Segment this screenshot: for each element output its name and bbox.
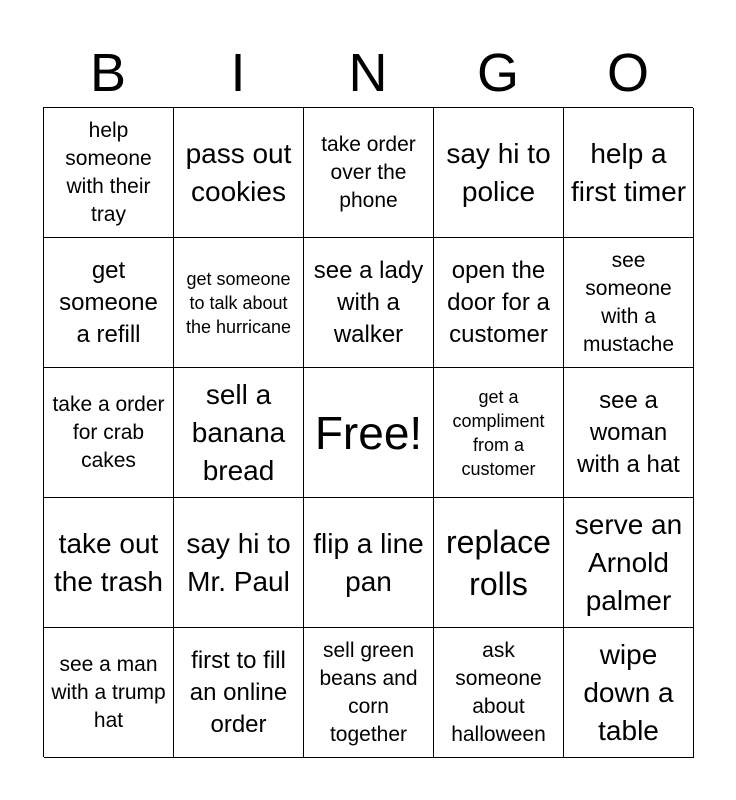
bingo-cell-text: take out the trash <box>54 527 163 597</box>
bingo-cell[interactable] <box>564 108 694 238</box>
bingo-cell-text: see a man with a trump hat <box>51 652 166 732</box>
bingo-cell-text: say hi to Mr. Paul <box>186 527 291 597</box>
free-space-text: Free! <box>314 406 423 459</box>
bingo-cell[interactable] <box>304 498 434 628</box>
bingo-cell-text: help someone with their tray <box>65 118 152 226</box>
bingo-cell[interactable] <box>174 108 304 238</box>
bingo-cell[interactable] <box>44 108 174 238</box>
bingo-cell[interactable] <box>44 238 174 368</box>
bingo-cell[interactable] <box>434 238 564 368</box>
bingo-cell-text: see someone with a mustache <box>582 248 675 356</box>
bingo-cell[interactable] <box>174 368 304 498</box>
header-letter-o: O <box>606 43 649 103</box>
bingo-cell[interactable] <box>304 238 434 368</box>
bingo-cell-text: flip a line pan <box>313 527 424 597</box>
header-letter-g: G <box>476 43 519 103</box>
bingo-cell-text: pass out cookies <box>185 137 292 207</box>
bingo-cell[interactable] <box>44 498 174 628</box>
bingo-cell-text: get someone to talk about the hurricane <box>185 268 292 337</box>
bingo-cell-text: wipe down a table <box>583 638 674 746</box>
bingo-cell-text: sell a banana bread <box>191 378 286 486</box>
bingo-cell[interactable] <box>174 628 304 758</box>
bingo-cell-text: serve an Arnold palmer <box>574 508 683 616</box>
header-letter-n: N <box>348 43 388 103</box>
header-letter-b: B <box>89 43 127 103</box>
bingo-cell[interactable] <box>44 628 174 758</box>
bingo-cell-text: see a lady with a walker <box>313 256 424 348</box>
bingo-card-grid <box>43 107 693 757</box>
bingo-cell-text: get someone a refill <box>59 256 158 348</box>
bingo-cell[interactable] <box>434 498 564 628</box>
bingo-cell-text: help a first timer <box>570 137 687 207</box>
bingo-cell[interactable] <box>174 238 304 368</box>
bingo-cell[interactable] <box>304 108 434 238</box>
bingo-cell-text: say hi to police <box>446 137 551 207</box>
bingo-cell[interactable] <box>434 368 564 498</box>
bingo-cell-text: get a compliment from a customer <box>452 386 545 479</box>
bingo-cell-text: take order over the phone <box>321 132 416 212</box>
bingo-cell[interactable] <box>564 498 694 628</box>
bingo-cell-text: take a order for crab cakes <box>52 392 165 472</box>
free-space-cell[interactable] <box>304 368 434 498</box>
bingo-cell-text: see a woman with a hat <box>577 386 680 478</box>
bingo-cell-text: sell green beans and corn together <box>319 638 418 746</box>
header-letter-i: I <box>230 43 246 103</box>
bingo-cell[interactable] <box>564 628 694 758</box>
bingo-cell[interactable] <box>564 238 694 368</box>
bingo-cell-text: replace rolls <box>446 523 551 602</box>
bingo-cell-text: ask someone about halloween <box>451 638 546 746</box>
bingo-cell[interactable] <box>304 628 434 758</box>
bingo-cell-text: open the door for a customer <box>447 256 550 348</box>
bingo-cell[interactable] <box>434 628 564 758</box>
bingo-cell[interactable] <box>564 368 694 498</box>
bingo-cell[interactable] <box>44 368 174 498</box>
bingo-cell[interactable] <box>434 108 564 238</box>
bingo-cell[interactable] <box>174 498 304 628</box>
bingo-cell-text: first to fill an online order <box>189 646 288 738</box>
bingo-header <box>43 38 693 108</box>
